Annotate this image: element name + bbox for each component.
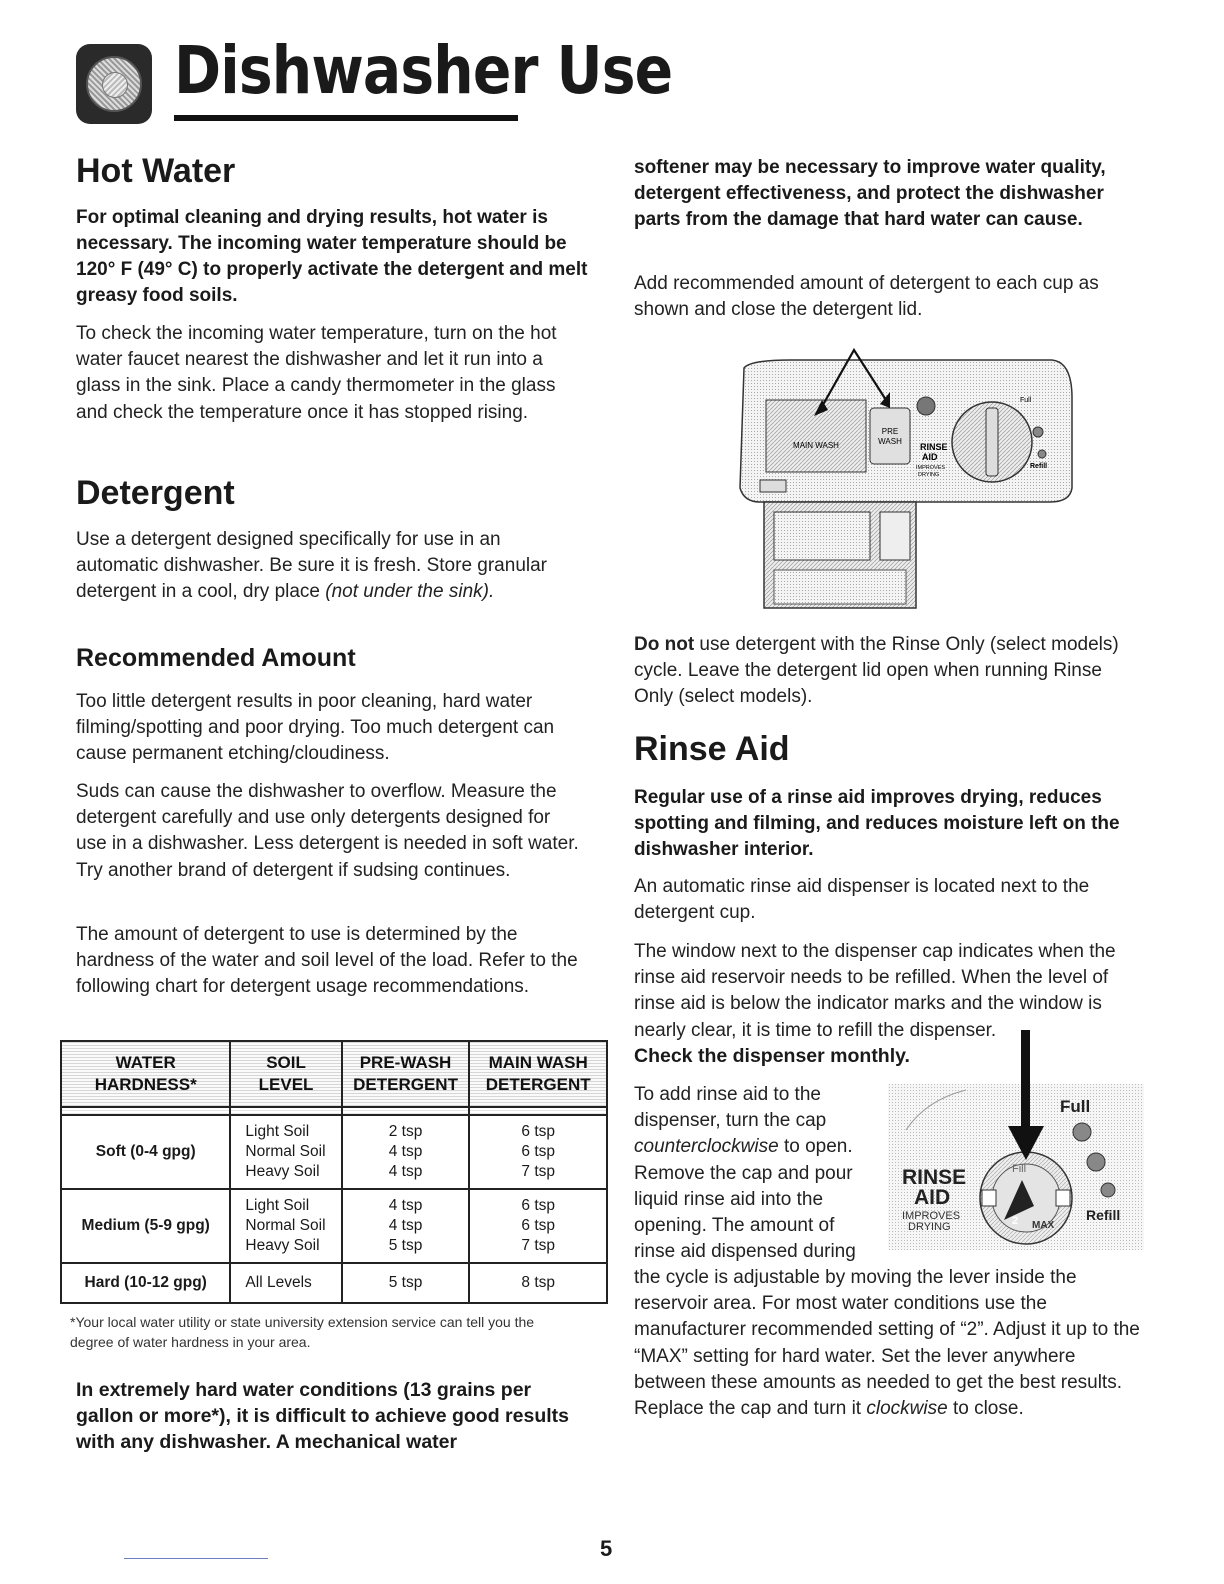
- hard-water-warning: In extremely hard water conditions (13 grains per gallon or more*), it is difficult to achieve good results with any dishwasher. A mechanical water: [76, 1379, 569, 1453]
- page-title: Dishwasher Use: [174, 32, 673, 109]
- prewash-cell: 5 tsp: [342, 1263, 470, 1303]
- prewash-label-1: PRE: [881, 427, 899, 436]
- rinse-aid-intro: Regular use of a rinse aid improves drying, reduces spotting and filming, and reduces moisture left on the dishwasher interior.: [634, 787, 1120, 860]
- improves-label: IMPROVES: [916, 465, 946, 471]
- soil-cell: Light Soil Normal Soil Heavy Soil: [230, 1189, 341, 1263]
- mainwash-cell: 6 tsp 6 tsp 7 tsp: [469, 1115, 607, 1189]
- page-number: 5: [600, 1536, 613, 1561]
- table-header-row: [61, 1041, 607, 1107]
- rinse-aid-cap-diagram: [886, 1030, 1146, 1252]
- hardness-cell: Hard (10-12 gpg): [61, 1263, 230, 1303]
- drying-label: DRYING: [918, 472, 940, 478]
- recommended-p3: The amount of detergent to use is determined by the hardness of the water and soil level of the load. Refer to the following chart for detergent usage recommendations.: [76, 924, 578, 998]
- mainwash-cell: 6 tsp 6 tsp 7 tsp: [469, 1189, 607, 1263]
- max-label: MAX: [1032, 1220, 1055, 1231]
- title-underline: [174, 115, 518, 121]
- rinse-label: RINSE: [920, 442, 948, 452]
- rinse-only-warning: Do not use detergent with the Rinse Only (select models) cycle. Leave the detergent lid open when running Rinse Only (select models).: [634, 634, 1119, 708]
- full-label: Full: [1020, 397, 1032, 404]
- softener-continuation: softener may be necessary to improve water quality, detergent effectiveness, and protect the dishwasher parts from the damage that hard water can cause.: [634, 157, 1106, 230]
- header-mainwash: MAIN WASH DETERGENT: [469, 1041, 607, 1107]
- header-prewash: PRE-WASH DETERGENT: [342, 1041, 470, 1107]
- hot-water-intro: For optimal cleaning and drying results, hot water is necessary. The incoming water temperature should be 120° F (49° C) to properly activate the detergent and melt greasy food soils.: [76, 207, 588, 306]
- check-monthly-note: Check the dispenser monthly.: [634, 1045, 910, 1067]
- prewash-cell: 4 tsp 4 tsp 5 tsp: [342, 1189, 470, 1263]
- hot-water-body: To check the incoming water temperature, turn on the hot water faucet nearest the dishwasher and let it run into a glass in the sink. Place a candy thermometer in the glass and check the temperature once it has stopped rising.: [76, 323, 557, 423]
- rinse-aid-instructions-wide: the cycle is adjustable by moving the lever inside the reservoir area. For most water conditions use the manufacturer recommended setting of “2”. Adjust it up to the “MAX” setting for hard water. Set the lever anywhere between these amounts as needed to get the best results. Replace the cap and turn it clockwise to close.: [634, 1267, 1140, 1420]
- full-label: Full: [1060, 1097, 1091, 1116]
- detergent-dispenser-diagram: [730, 338, 1080, 624]
- hot-water-heading: Hot Water: [76, 152, 236, 190]
- table-row: [61, 1115, 607, 1189]
- soil-cell: All Levels: [230, 1263, 341, 1303]
- hardness-footnote: *Your local water utility or state university extension service can tell you the degree of water hardness in your area.: [70, 1314, 535, 1350]
- aid-label: AID: [922, 452, 938, 462]
- rinse-aid-heading: Rinse Aid: [634, 730, 790, 768]
- recommended-p1: Too little detergent results in poor cleaning, hard water filming/spotting and poor drying. Too much detergent can cause permanent etching/cloudiness.: [76, 691, 555, 765]
- soil-cell: Light Soil Normal Soil Heavy Soil: [230, 1115, 341, 1189]
- rinse-aid-p2: The window next to the dispenser cap indicates when the rinse aid reservoir needs to be refilled. When the level of rinse aid is below the indicator marks and the window is nearly clear, it is time to refill the dispenser.: [634, 941, 1116, 1041]
- main-wash-cup-label: MAIN WASH: [793, 441, 839, 450]
- recommended-amount-heading: Recommended Amount: [76, 644, 356, 672]
- refill-label: Refill: [1086, 1207, 1121, 1223]
- recommended-p2: Suds can cause the dishwasher to overflow. Measure the detergent carefully and use only detergents designed for use in a dishwasher. Less detergent is needed in soft water. Try another brand of detergent if sudsing continues.: [76, 781, 579, 881]
- rinse-aid-p1: An automatic rinse aid dispenser is located next to the detergent cup.: [634, 876, 1090, 924]
- hardness-cell: Medium (5-9 gpg): [61, 1189, 230, 1263]
- drying-label: DRYING: [908, 1221, 951, 1233]
- mainwash-cell: 8 tsp: [469, 1263, 607, 1303]
- refill-label: Refill: [1030, 463, 1048, 470]
- prewash-cell: 2 tsp 4 tsp 4 tsp: [342, 1115, 470, 1189]
- table-row: [61, 1189, 607, 1263]
- header-soil-level: SOIL LEVEL: [230, 1041, 341, 1107]
- prewash-label-2: WASH: [878, 437, 902, 446]
- improves-label: IMPROVES: [902, 1210, 961, 1222]
- detergent-storage-note: (not under the sink).: [325, 581, 495, 603]
- add-detergent-text: Add recommended amount of detergent to each cup as shown and close the detergent lid.: [634, 273, 1099, 321]
- detergent-usage-table: [60, 1040, 608, 1304]
- dishwasher-dial-icon: [76, 44, 152, 124]
- header-water-hardness: WATER HARDNESS*: [61, 1041, 230, 1107]
- fill-label: Fill: [1012, 1163, 1027, 1175]
- setting-2-label: 2: [1012, 1215, 1019, 1227]
- rinse-aid-instructions-narrow: To add rinse aid to the dispenser, turn the cap counterclockwise to open. Remove the cap and pour liquid rinse aid into the opening. The amount of rinse aid dispensed during: [634, 1084, 856, 1263]
- detergent-body: Use a detergent designed specifically for use in an automatic dishwasher. Be sure it is fresh. Store granular detergent in a cool, dry place (not under the sink).: [76, 529, 548, 603]
- hardness-cell: Soft (0-4 gpg): [61, 1115, 230, 1189]
- rinse-label: RINSE: [902, 1166, 967, 1189]
- aid-label: AID: [914, 1186, 951, 1209]
- table-row: [61, 1263, 607, 1303]
- detergent-heading: Detergent: [76, 474, 235, 512]
- footer-rule: [124, 1558, 268, 1559]
